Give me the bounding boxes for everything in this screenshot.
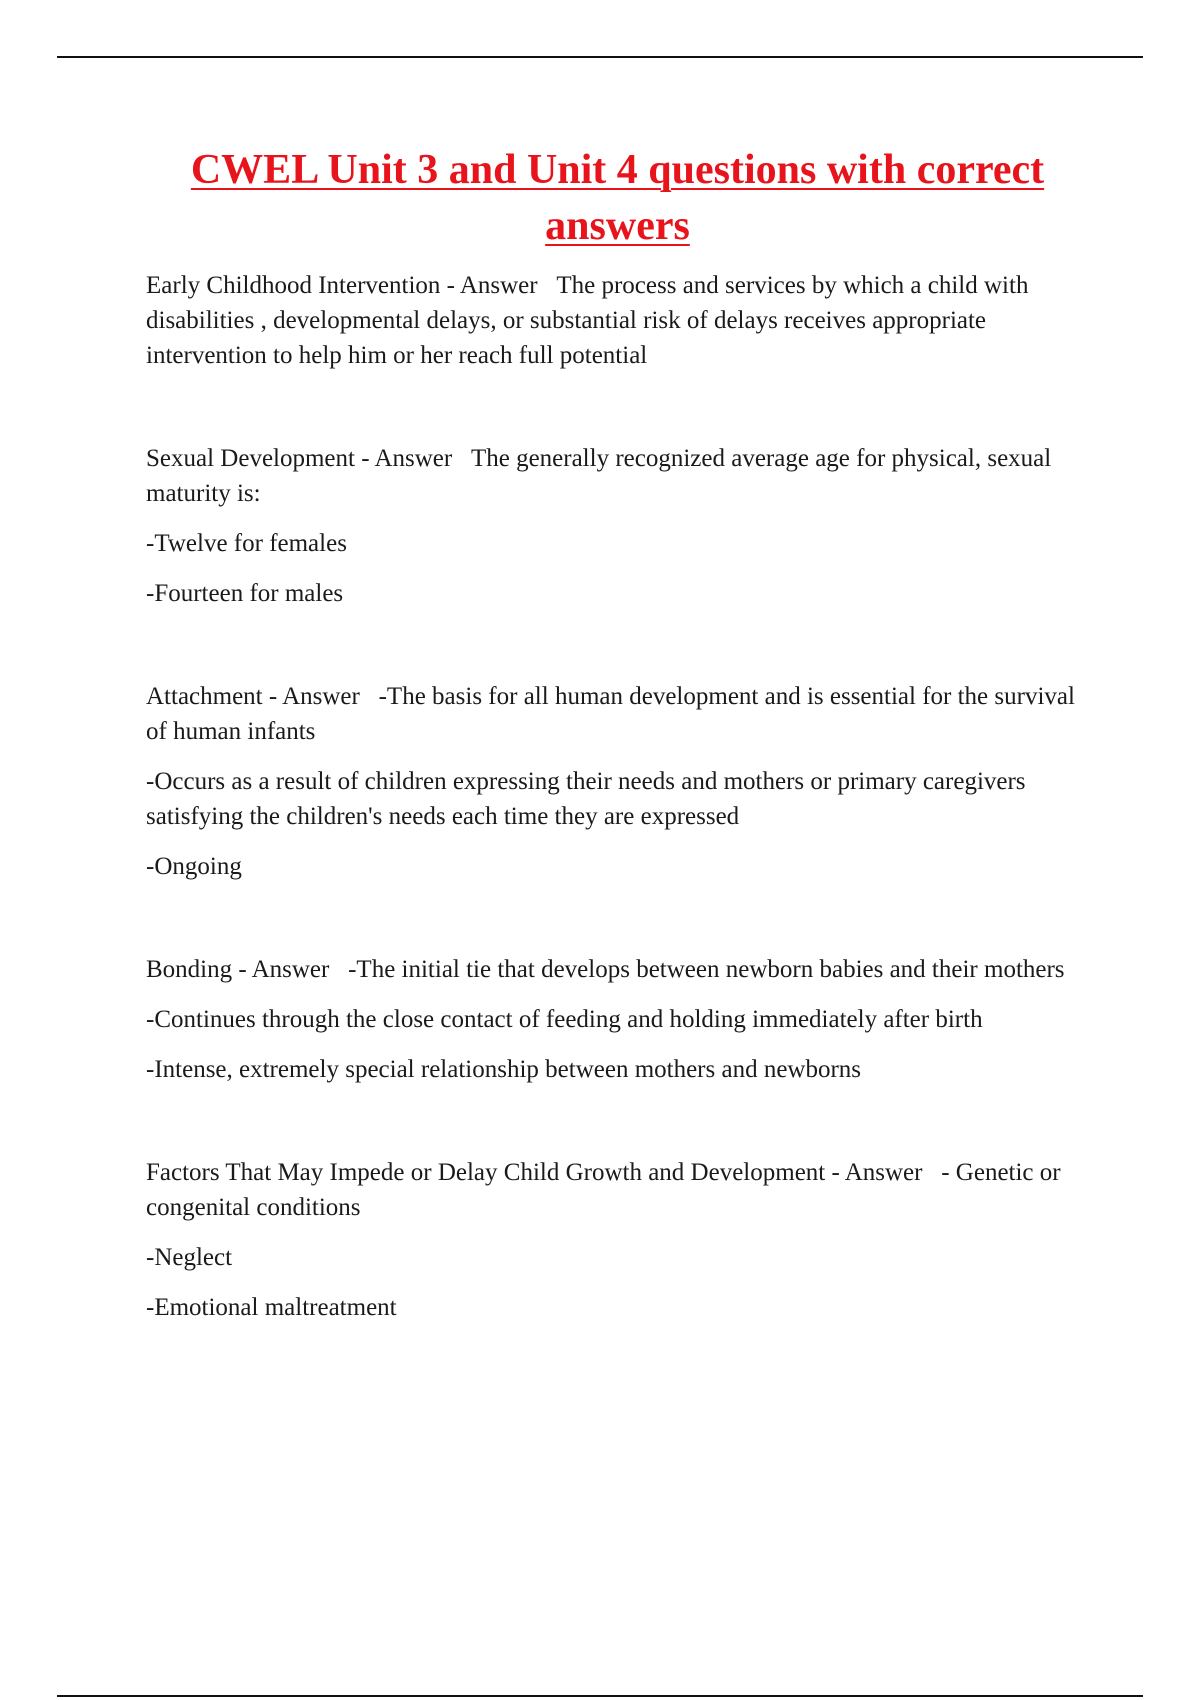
qa-entry-sexual-development: [146, 441, 1096, 611]
bottom-rule: [57, 1695, 1143, 1697]
qa-term: Sexual Development: [146, 445, 355, 472]
qa-answer-line: -Emotional maltreatment: [146, 1294, 397, 1321]
qa-answer-line: -Neglect: [146, 1244, 233, 1271]
qa-term: Bonding: [146, 956, 233, 983]
qa-separator: -: [825, 1159, 845, 1186]
qa-separator: -: [232, 956, 252, 983]
qa-answer-line: -Twelve for females: [146, 530, 347, 557]
qa-answer-text: -The initial tie that develops between newborn babies and their mothers: [348, 956, 1065, 983]
qa-answer-text: The process and services by which a child with disabilities , developmental delays, or substantial risk of delays receives appropriate intervention to help him or her reach full potential: [146, 272, 1029, 369]
qa-answer-line: [146, 1155, 1096, 1225]
qa-answer-text: - Genetic or congenital conditions: [146, 1159, 1061, 1221]
qa-term: Attachment: [146, 683, 263, 710]
qa-answer-label: Answer: [459, 272, 538, 299]
qa-term: Early Childhood Intervention: [146, 272, 441, 299]
qa-answer-line: -Occurs as a result of children expressing their needs and mothers or primary caregivers satisfying the children's needs each time they are expressed: [146, 768, 1026, 830]
qa-list: [146, 268, 1096, 1325]
qa-entry-attachment: [146, 679, 1096, 884]
qa-answer-line: [146, 679, 1096, 749]
qa-term: Factors That May Impede or Delay Child Growth and Development: [146, 1159, 826, 1186]
document-title: CWEL Unit 3 and Unit 4 questions with correct answers: [190, 147, 1045, 249]
qa-answer-label: Answer: [374, 445, 453, 472]
qa-answer-line: -Continues through the close contact of feeding and holding immediately after birth: [146, 1006, 983, 1033]
qa-answer-text: -The basis for all human development and is essential for the survival of human infants: [146, 683, 1075, 745]
qa-separator: -: [262, 683, 283, 710]
qa-answer-line: [146, 268, 1096, 373]
qa-answer-label: Answer: [251, 956, 330, 983]
qa-entry-growth-factors: [146, 1155, 1096, 1325]
qa-separator: -: [440, 272, 460, 299]
qa-answer-line: -Ongoing: [146, 853, 242, 880]
qa-answer-line: [146, 952, 1096, 987]
qa-answer-label: Answer: [844, 1159, 923, 1186]
qa-answer-line: -Fourteen for males: [146, 580, 344, 607]
qa-answer-line: -Intense, extremely special relationship between mothers and newborns: [146, 1056, 862, 1083]
qa-separator: -: [354, 445, 375, 472]
top-rule: [57, 56, 1143, 58]
qa-answer-line: [146, 441, 1096, 511]
qa-entry-early-childhood-intervention: [146, 268, 1096, 373]
qa-answer-text: The generally recognized average age for physical, sexual maturity is:: [146, 445, 1052, 507]
qa-answer-label: Answer: [282, 683, 360, 710]
qa-entry-bonding: [146, 952, 1096, 1087]
